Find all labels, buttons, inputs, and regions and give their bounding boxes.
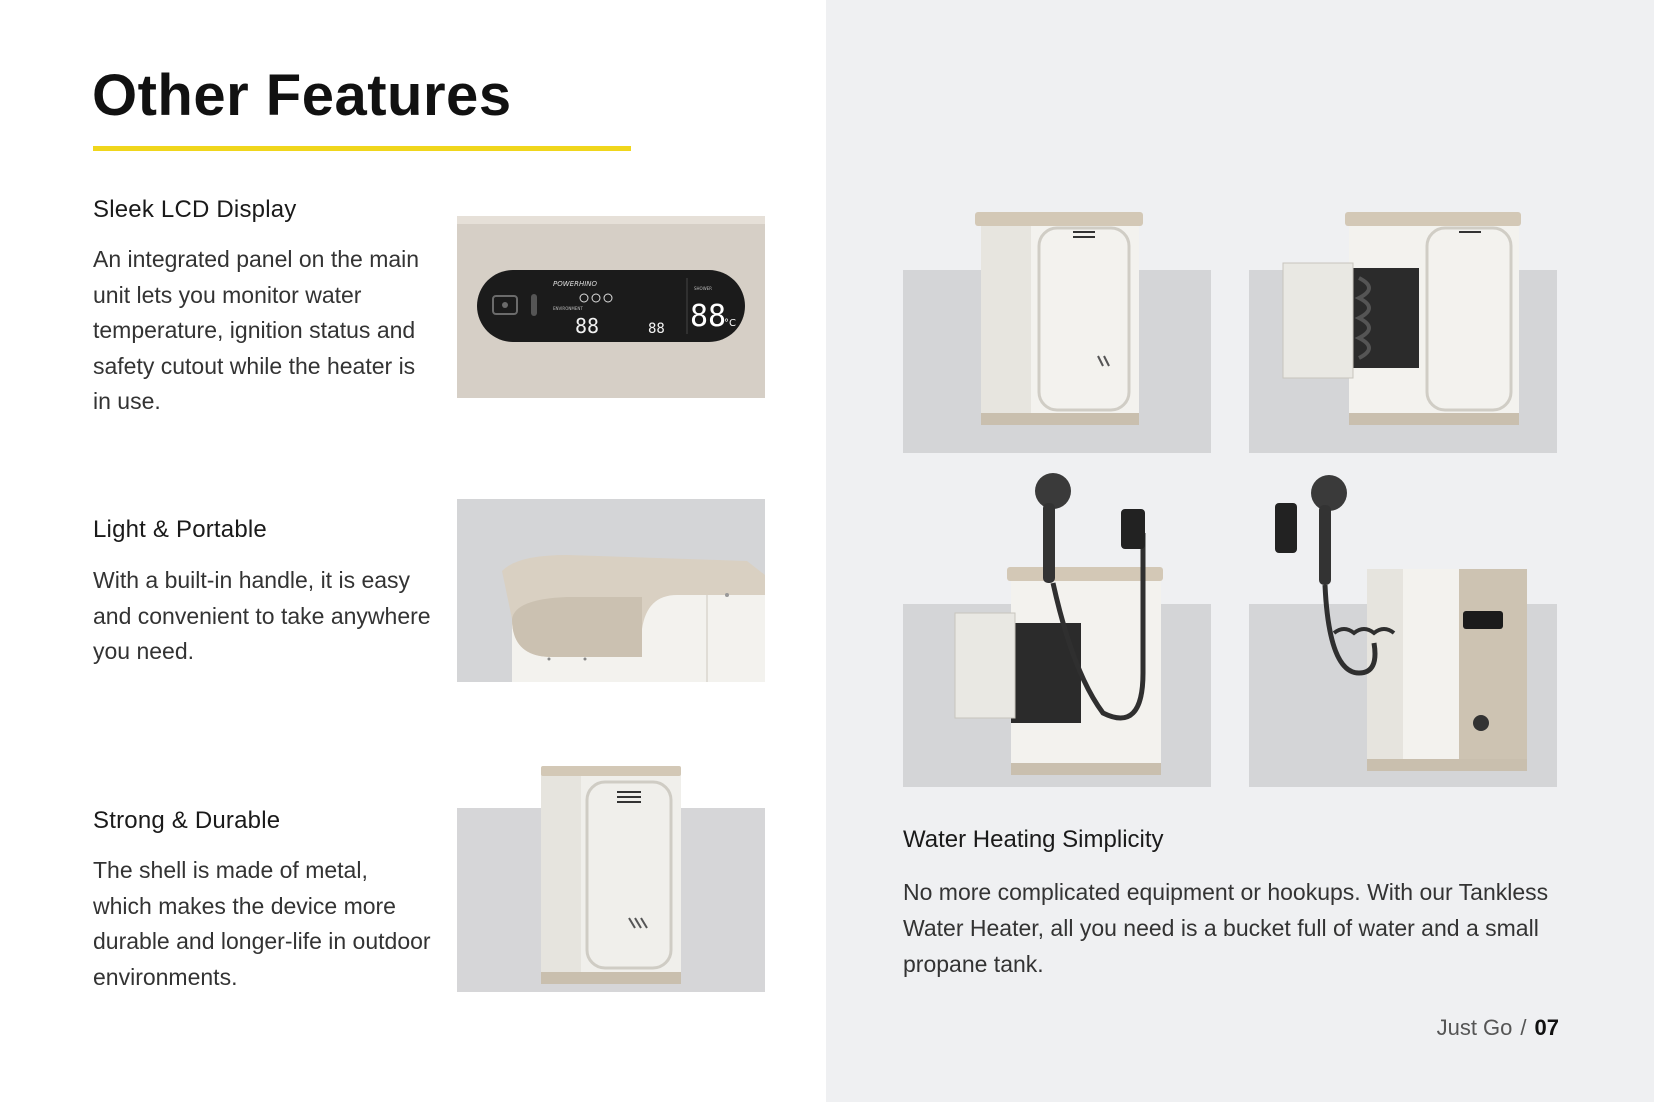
durable-shell-image	[457, 762, 765, 992]
lcd-shower-label: SHOWER	[694, 286, 712, 291]
lcd-shower-value: 88	[690, 299, 727, 334]
heater-open-image	[1249, 208, 1557, 453]
lcd-display-image	[457, 216, 765, 398]
highlight-heading: Water Heating Simplicity	[903, 826, 1164, 853]
feature-heading-portable: Light & Portable	[93, 516, 267, 543]
feature-body-durable: The shell is made of metal, which makes the device more durable and longer-life in outdoor environments.	[93, 857, 431, 990]
page-number: 07	[1534, 1015, 1559, 1040]
title-underline	[93, 146, 631, 151]
lcd-env-value: 88	[575, 314, 600, 338]
feature-heading-durable: Strong & Durable	[93, 807, 281, 834]
footer-brand: Just Go	[1436, 1015, 1513, 1040]
lcd-unit: °C	[724, 318, 736, 329]
heater-shower-open-image	[903, 473, 1211, 787]
heater-shower-side-image	[1249, 473, 1557, 787]
footer-separator: /	[1520, 1015, 1527, 1040]
lcd-brand: POWERHINO	[553, 280, 598, 288]
feature-body-portable: With a built-in handle, it is easy and convenient to take anywhere you need.	[93, 567, 431, 664]
lcd-env-label: ENVIRONMENT	[553, 306, 583, 311]
heater-front-image	[903, 208, 1211, 453]
feature-body-lcd: An integrated panel on the main unit lets you monitor water temperature, ignition status and safety cutout while the heater is in use.	[93, 246, 420, 414]
feature-heading-lcd: Sleek LCD Display	[93, 196, 297, 223]
handle-image	[457, 499, 765, 682]
highlight-body: No more complicated equipment or hookups. With our Tankless Water Heater, all you need is a bucket full of water and a small propane tank.	[903, 879, 1549, 977]
page-title: Other Features	[92, 63, 512, 128]
lcd-small-value: 88	[648, 321, 665, 337]
page-footer	[1437, 1015, 1559, 1041]
